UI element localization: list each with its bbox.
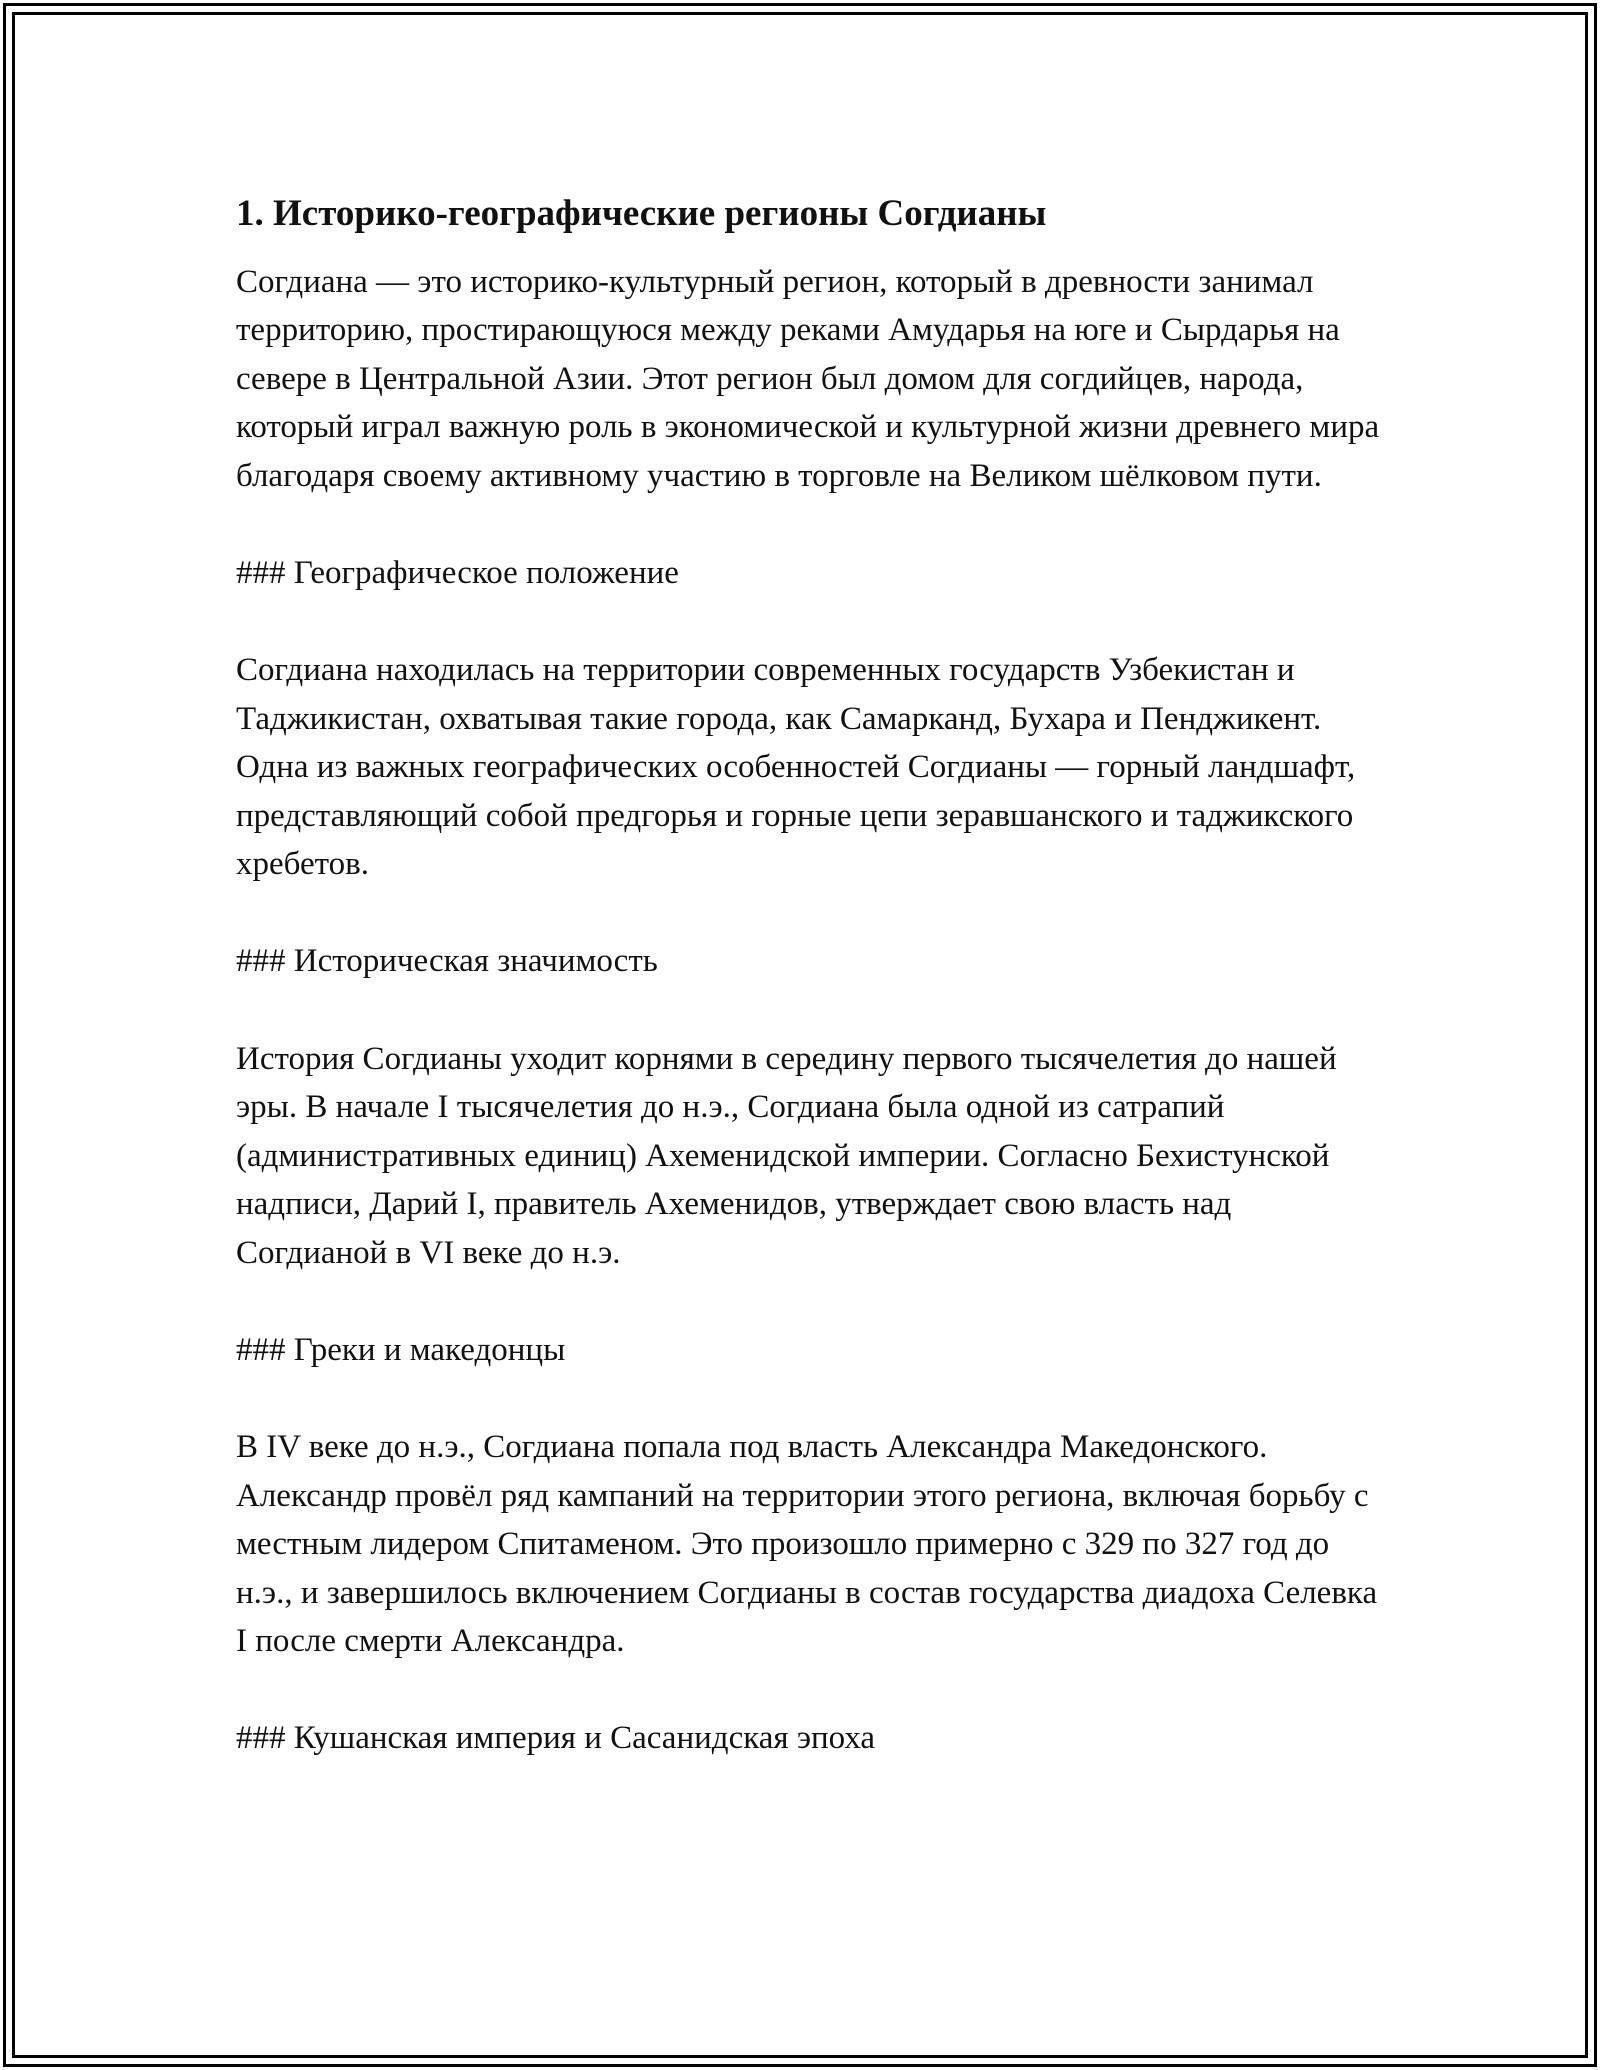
intro-paragraph: Согдиана — это историко-культурный регион, который в древности занимал территорию, простирающуюся между реками Амударья на юге и Сырдарья на севере в Центральной Азии. Этот регион был домом для согдийцев, народа, который играл важную роль в экономической и культурной жизни древнего мира благодаря своему активному участию в торговле на Великом шёлковом пути. [236, 264, 1380, 494]
section-text-history: История Согдианы уходит корнями в середину первого тысячелетия до нашей эры. В начале I тысячелетия до н.э., Согдиана была одной из сатрапий (административных единиц) Ахеменидской империи. Согласно Бехистунской надписи, Дарий I, правитель Ахеменидов, утверждает свою власть над Согдианой в VI веке до н.э. [236, 1040, 1337, 1271]
section-heading-geography: ### Географическое положение [236, 555, 679, 592]
document-title: 1. Историко-географические регионы Согдианы [236, 193, 1047, 234]
section-heading-kushan: ### Кушанская империя и Сасанидская эпоха [236, 1720, 876, 1757]
section-heading-history: ### Историческая значимость [236, 943, 658, 980]
section-text-geography: Согдиана находилась на территории современных государств Узбекистан и Таджикистан, охватывая такие города, как Самарканд, Бухара и Пенджикент. Одна из важных географических особенностей Согдианы — горный ландшафт, представляющий собой предгорья и горные цепи зеравшанского и таджикского хребетов. [236, 652, 1356, 883]
section-heading-greeks: ### Греки и македонцы [236, 1331, 566, 1368]
document-body [236, 190, 1386, 1812]
section-text-greeks: В IV веке до н.э., Согдиана попала под власть Александра Македонского. Александр провёл ряд кампаний на территории этого региона, включая борьбу с местным лидером Спитаменом. Это произошло примерно с 329 по 327 год до н.э., и завершилось включением Согдианы в состав государства диадоха Селевка I после смерти Александра. [236, 1429, 1378, 1659]
